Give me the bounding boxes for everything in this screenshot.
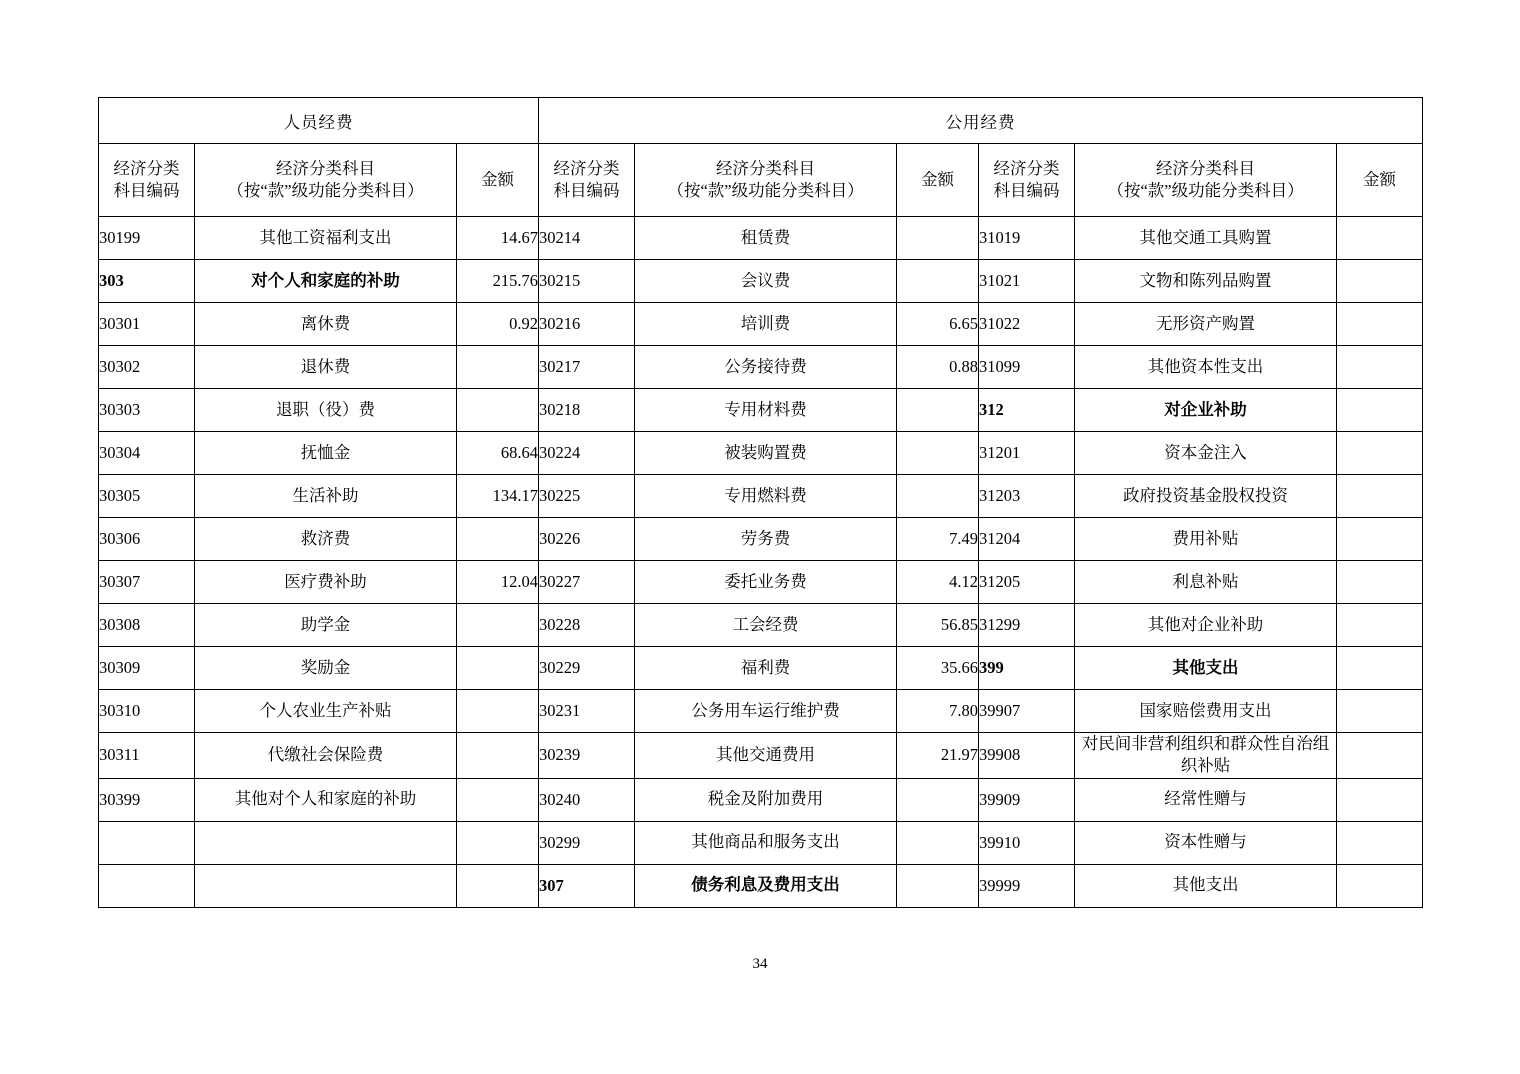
cell-code-public-a: 30231 — [539, 690, 635, 733]
cell-code-public-a: 30214 — [539, 217, 635, 260]
cell-amount-personnel: 0.92 — [457, 303, 539, 346]
cell-code-personnel: 30301 — [99, 303, 195, 346]
cell-code-personnel: 30399 — [99, 778, 195, 821]
group-header-personnel: 人员经费 — [99, 98, 539, 144]
cell-subject-personnel: 医疗费补助 — [195, 561, 457, 604]
cell-code-public-b: 39909 — [979, 778, 1075, 821]
table-row — [99, 346, 1423, 389]
cell-code-public-a: 307 — [539, 864, 635, 907]
cell-amount-public-a: 35.66 — [897, 647, 979, 690]
column-header-row — [99, 144, 1423, 217]
cell-subject-personnel: 代缴社会保险费 — [195, 733, 457, 779]
cell-amount-personnel — [457, 518, 539, 561]
cell-subject-personnel: 生活补助 — [195, 475, 457, 518]
cell-amount-public-b — [1337, 432, 1423, 475]
cell-amount-public-a: 56.85 — [897, 604, 979, 647]
cell-subject-public-b: 资本性赠与 — [1075, 821, 1337, 864]
column-header-code-line1: 经济分类 — [993, 158, 1060, 178]
cell-subject-public-b: 其他支出 — [1075, 647, 1337, 690]
column-header-amount-3: 金额 — [1337, 144, 1423, 217]
cell-amount-public-b — [1337, 821, 1423, 864]
cell-amount-personnel: 12.04 — [457, 561, 539, 604]
cell-code-public-a: 30299 — [539, 821, 635, 864]
cell-amount-public-b — [1337, 518, 1423, 561]
table-row — [99, 561, 1423, 604]
cell-subject-public-b: 其他资本性支出 — [1075, 346, 1337, 389]
cell-code-public-a: 30239 — [539, 733, 635, 779]
cell-subject-public-a: 会议费 — [635, 260, 897, 303]
cell-code-public-a: 30227 — [539, 561, 635, 604]
cell-subject-personnel — [195, 821, 457, 864]
cell-amount-public-b — [1337, 389, 1423, 432]
cell-code-public-b: 31022 — [979, 303, 1075, 346]
cell-subject-personnel: 救济费 — [195, 518, 457, 561]
table-row — [99, 475, 1423, 518]
budget-table — [98, 97, 1423, 908]
column-header-subject-2 — [635, 144, 897, 217]
column-header-subject-3 — [1075, 144, 1337, 217]
column-header-code-line2: 科目编码 — [553, 181, 620, 200]
cell-code-personnel: 30310 — [99, 690, 195, 733]
cell-code-public-a: 30240 — [539, 778, 635, 821]
cell-amount-personnel — [457, 346, 539, 389]
table-row — [99, 432, 1423, 475]
cell-subject-public-a: 其他交通费用 — [635, 733, 897, 779]
cell-amount-public-a: 7.49 — [897, 518, 979, 561]
column-header-subject-line2: （按“款”级功能分类科目） — [227, 181, 424, 200]
column-header-subject-line1: 经济分类科目 — [716, 158, 816, 178]
cell-amount-personnel — [457, 821, 539, 864]
cell-subject-public-b: 对企业补助 — [1075, 389, 1337, 432]
cell-code-public-a: 30218 — [539, 389, 635, 432]
cell-code-public-b: 31203 — [979, 475, 1075, 518]
cell-subject-public-b: 资本金注入 — [1075, 432, 1337, 475]
cell-code-personnel: 30311 — [99, 733, 195, 779]
cell-amount-public-a — [897, 778, 979, 821]
cell-subject-public-a: 公务用车运行维护费 — [635, 690, 897, 733]
cell-code-public-b: 39999 — [979, 864, 1075, 907]
column-header-code-line1: 经济分类 — [553, 158, 620, 178]
column-header-code-2 — [539, 144, 635, 217]
cell-amount-public-a — [897, 260, 979, 303]
cell-amount-personnel: 134.17 — [457, 475, 539, 518]
column-header-code-line1: 经济分类 — [113, 158, 180, 178]
cell-amount-personnel — [457, 733, 539, 779]
group-header-public: 公用经费 — [539, 98, 1423, 144]
cell-amount-public-b — [1337, 690, 1423, 733]
table-row — [99, 733, 1423, 779]
cell-amount-personnel — [457, 604, 539, 647]
cell-subject-public-b: 经常性赠与 — [1075, 778, 1337, 821]
cell-code-public-b: 39910 — [979, 821, 1075, 864]
cell-subject-public-a: 工会经费 — [635, 604, 897, 647]
column-header-code-line2: 科目编码 — [993, 181, 1060, 200]
cell-subject-public-b: 其他支出 — [1075, 864, 1337, 907]
cell-amount-public-b — [1337, 475, 1423, 518]
cell-amount-public-b — [1337, 864, 1423, 907]
cell-subject-public-a: 专用材料费 — [635, 389, 897, 432]
cell-amount-public-a — [897, 475, 979, 518]
table-row — [99, 690, 1423, 733]
column-header-amount-1: 金额 — [457, 144, 539, 217]
column-header-subject-line2: （按“款”级功能分类科目） — [667, 181, 864, 200]
budget-table-body — [99, 98, 1423, 908]
cell-amount-personnel — [457, 389, 539, 432]
cell-code-personnel: 30305 — [99, 475, 195, 518]
cell-subject-public-b: 政府投资基金股权投资 — [1075, 475, 1337, 518]
cell-subject-personnel: 奖励金 — [195, 647, 457, 690]
cell-amount-public-b — [1337, 260, 1423, 303]
cell-subject-public-b: 文物和陈列品购置 — [1075, 260, 1337, 303]
cell-code-public-b: 312 — [979, 389, 1075, 432]
cell-amount-public-b — [1337, 217, 1423, 260]
cell-subject-public-a: 专用燃料费 — [635, 475, 897, 518]
cell-code-public-b: 31021 — [979, 260, 1075, 303]
cell-subject-public-a: 福利费 — [635, 647, 897, 690]
cell-code-personnel: 30308 — [99, 604, 195, 647]
cell-amount-public-a: 21.97 — [897, 733, 979, 779]
table-row — [99, 821, 1423, 864]
cell-amount-public-a: 7.80 — [897, 690, 979, 733]
cell-amount-public-a — [897, 389, 979, 432]
cell-amount-public-a — [897, 217, 979, 260]
cell-subject-public-a: 劳务费 — [635, 518, 897, 561]
cell-amount-public-a — [897, 432, 979, 475]
cell-amount-public-b — [1337, 647, 1423, 690]
cell-amount-public-b — [1337, 303, 1423, 346]
cell-amount-personnel — [457, 647, 539, 690]
table-row — [99, 389, 1423, 432]
cell-subject-public-b: 对民间非营利组织和群众性自治组织补贴 — [1075, 733, 1337, 779]
cell-code-public-a: 30229 — [539, 647, 635, 690]
cell-amount-public-a — [897, 864, 979, 907]
cell-subject-personnel: 退职（役）费 — [195, 389, 457, 432]
cell-subject-personnel: 助学金 — [195, 604, 457, 647]
cell-amount-public-b — [1337, 604, 1423, 647]
cell-subject-public-b: 其他交通工具购置 — [1075, 217, 1337, 260]
cell-code-public-a: 30226 — [539, 518, 635, 561]
table-row — [99, 778, 1423, 821]
cell-code-public-a: 30225 — [539, 475, 635, 518]
table-row — [99, 518, 1423, 561]
table-row — [99, 647, 1423, 690]
cell-amount-public-b — [1337, 561, 1423, 604]
cell-amount-public-b — [1337, 733, 1423, 779]
cell-subject-public-a: 租赁费 — [635, 217, 897, 260]
cell-code-personnel — [99, 821, 195, 864]
table-row — [99, 604, 1423, 647]
cell-subject-public-a: 被装购置费 — [635, 432, 897, 475]
cell-subject-public-a: 其他商品和服务支出 — [635, 821, 897, 864]
cell-code-public-b: 31299 — [979, 604, 1075, 647]
cell-amount-personnel — [457, 690, 539, 733]
cell-amount-public-b — [1337, 778, 1423, 821]
cell-subject-personnel — [195, 864, 457, 907]
cell-amount-public-a: 6.65 — [897, 303, 979, 346]
cell-subject-public-a: 税金及附加费用 — [635, 778, 897, 821]
cell-subject-personnel: 对个人和家庭的补助 — [195, 260, 457, 303]
cell-code-personnel: 30306 — [99, 518, 195, 561]
cell-subject-personnel: 抚恤金 — [195, 432, 457, 475]
cell-code-personnel: 30199 — [99, 217, 195, 260]
column-header-amount-2: 金额 — [897, 144, 979, 217]
page-number: 34 — [752, 956, 768, 972]
cell-subject-personnel: 离休费 — [195, 303, 457, 346]
cell-code-public-a: 30224 — [539, 432, 635, 475]
cell-code-personnel: 30302 — [99, 346, 195, 389]
table-row — [99, 260, 1423, 303]
cell-subject-public-b: 国家赔偿费用支出 — [1075, 690, 1337, 733]
cell-code-public-b: 39907 — [979, 690, 1075, 733]
cell-subject-public-b: 其他对企业补助 — [1075, 604, 1337, 647]
column-header-subject-line1: 经济分类科目 — [1156, 158, 1256, 178]
cell-amount-personnel: 14.67 — [457, 217, 539, 260]
cell-subject-public-b: 利息补贴 — [1075, 561, 1337, 604]
cell-code-public-b: 399 — [979, 647, 1075, 690]
cell-code-personnel: 30304 — [99, 432, 195, 475]
cell-subject-public-a: 培训费 — [635, 303, 897, 346]
column-header-code-line2: 科目编码 — [113, 181, 180, 200]
cell-code-public-a: 30215 — [539, 260, 635, 303]
table-row — [99, 303, 1423, 346]
cell-subject-public-b: 无形资产购置 — [1075, 303, 1337, 346]
cell-amount-public-b — [1337, 346, 1423, 389]
cell-code-personnel: 30307 — [99, 561, 195, 604]
cell-code-public-b: 31019 — [979, 217, 1075, 260]
table-row — [99, 864, 1423, 907]
column-header-subject-1 — [195, 144, 457, 217]
cell-code-personnel: 303 — [99, 260, 195, 303]
column-header-subject-line1: 经济分类科目 — [276, 158, 375, 178]
column-header-code-1 — [99, 144, 195, 217]
cell-subject-personnel: 其他工资福利支出 — [195, 217, 457, 260]
cell-amount-personnel — [457, 778, 539, 821]
cell-code-personnel: 30303 — [99, 389, 195, 432]
column-header-code-3 — [979, 144, 1075, 217]
cell-code-public-b: 39908 — [979, 733, 1075, 779]
cell-code-public-a: 30228 — [539, 604, 635, 647]
cell-code-public-b: 31201 — [979, 432, 1075, 475]
cell-amount-public-a: 4.12 — [897, 561, 979, 604]
cell-amount-personnel: 68.64 — [457, 432, 539, 475]
cell-subject-public-a: 债务利息及费用支出 — [635, 864, 897, 907]
cell-code-public-b: 31099 — [979, 346, 1075, 389]
cell-code-personnel — [99, 864, 195, 907]
cell-code-public-a: 30217 — [539, 346, 635, 389]
cell-code-personnel: 30309 — [99, 647, 195, 690]
cell-subject-personnel: 其他对个人和家庭的补助 — [195, 778, 457, 821]
group-header-row — [99, 98, 1423, 144]
cell-amount-public-a — [897, 821, 979, 864]
cell-code-public-b: 31204 — [979, 518, 1075, 561]
cell-amount-personnel — [457, 864, 539, 907]
table-row — [99, 217, 1423, 260]
cell-subject-public-a: 委托业务费 — [635, 561, 897, 604]
cell-code-public-a: 30216 — [539, 303, 635, 346]
cell-subject-public-b: 费用补贴 — [1075, 518, 1337, 561]
cell-subject-personnel: 个人农业生产补贴 — [195, 690, 457, 733]
cell-subject-public-a: 公务接待费 — [635, 346, 897, 389]
column-header-subject-line2: （按“款”级功能分类科目） — [1107, 181, 1304, 200]
cell-subject-personnel: 退休费 — [195, 346, 457, 389]
cell-code-public-b: 31205 — [979, 561, 1075, 604]
cell-amount-personnel: 215.76 — [457, 260, 539, 303]
budget-table-container — [98, 97, 1422, 908]
cell-amount-public-a: 0.88 — [897, 346, 979, 389]
